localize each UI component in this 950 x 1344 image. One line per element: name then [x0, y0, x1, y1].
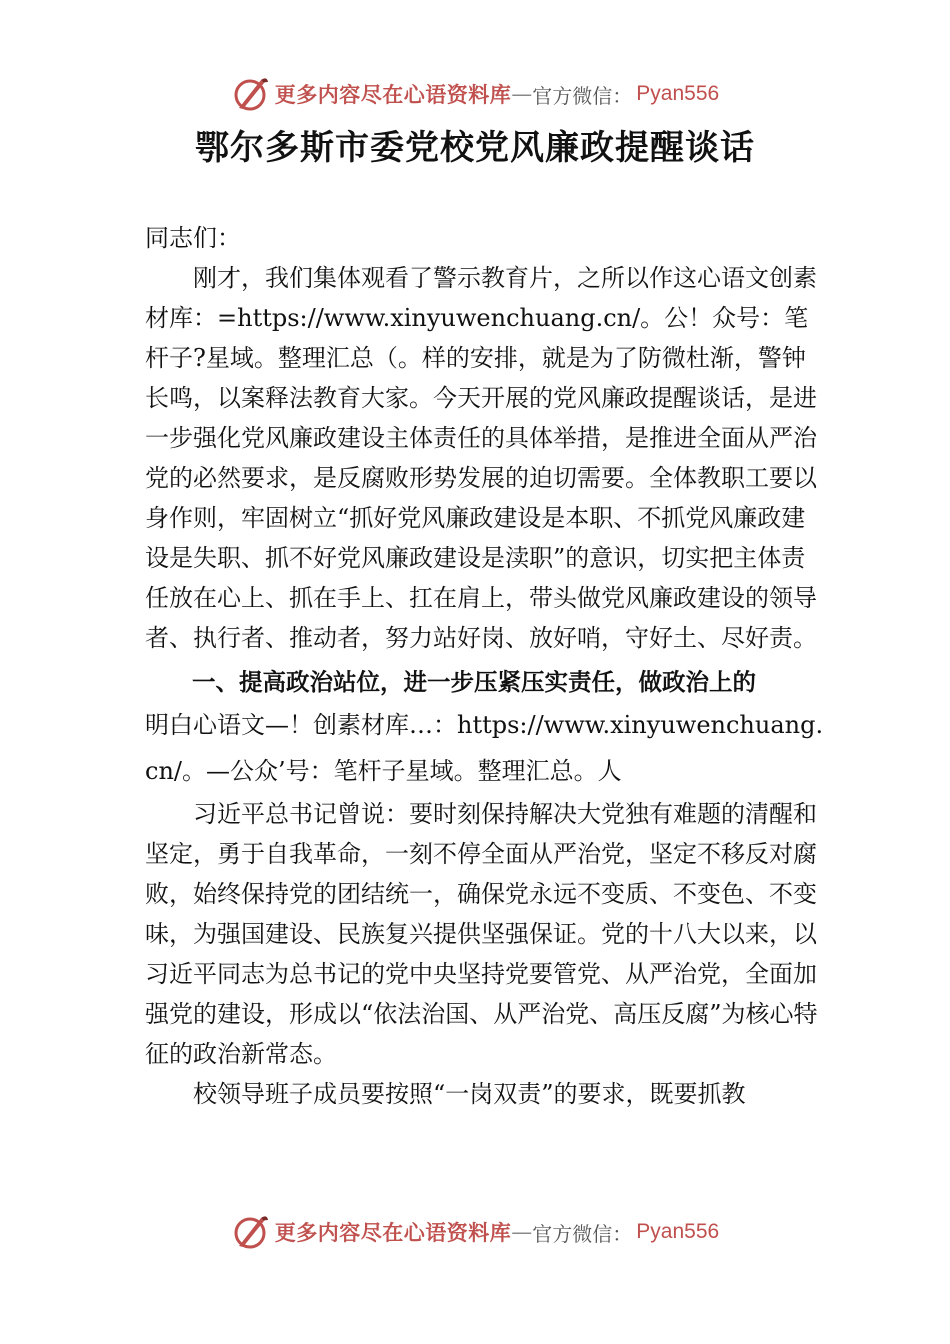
banner-wechat-label: 官方微信：: [532, 1221, 633, 1246]
paragraph: 习近平总书记曾说：要时刻保持解决大党独有难题的清醒和坚定，勇于自我革命，一刻不停全面从严治党，坚定不移反对腐败，始终保持党的团结统一，确保党永远不变质、不变色、不变味，为强国建设、民族复兴提供坚强保证。党的十八大以来，以习近平同志为总书记的党中央坚持党要管党、从严治党，全面加强党的建设，形成以“依法治国、从严治党、高压反腐”为核心特征的政治新常态。: [145, 800, 818, 1068]
section-heading: 一、提高政治站位，进一步压紧压实责任，做政治上的: [192, 668, 756, 696]
banner-separator: —: [511, 82, 533, 106]
quill-logo-icon: [231, 74, 271, 114]
document-body: [145, 218, 825, 1114]
banner-wechat-handle: Pyan556: [636, 82, 720, 105]
document-title: 鄂尔多斯市委党校党风廉政提醒谈话: [195, 128, 755, 168]
footer-banner: [0, 1210, 950, 1254]
quill-logo-icon: [231, 1212, 271, 1252]
paragraph: 校领导班子成员要按照“一岗双责”的要求，既要抓教: [193, 1080, 746, 1108]
banner-brand-text: 更多内容尽在心语资料库: [274, 1220, 512, 1245]
banner-wechat-handle: Pyan556: [636, 1220, 720, 1243]
salutation: 同志们：: [145, 224, 241, 252]
section-heading-continuation: 明白心语文—！创素材库…：https://www.xinyuwenchuang.cn/。—公众’号：笔杆子星域。整理汇总。人: [145, 711, 824, 785]
paragraph: 刚才，我们集体观看了警示教育片，之所以作这心语文创素材库：=https://www.xinyuwenchuang.cn/。公！众号：笔杆子?星域。整理汇总（。样的安排，就是为了防微杜渐，警钟长鸣，以案释法教育大家。今天开展的党风廉政提醒谈话，是进一步强化党风廉政建设主体责任的具体举措，是推进全面从严治党的必然要求，是反腐败形势发展的迫切需要。全体教职工要以身作则，牢固树立“抓好党风廉政建设是本职、不抓党风廉政建设是失职、抓不好党风廉政建设是渎职”的意识，切实把主体责任放在心上、抓在手上、扛在肩上，带头做党风廉政建设的领导者、执行者、推动者，努力站好岗、放好哨，守好土、尽好责。: [145, 264, 817, 652]
banner-brand-text: 更多内容尽在心语资料库: [274, 82, 512, 107]
header-banner: [0, 72, 950, 116]
banner-separator: —: [511, 1220, 533, 1244]
banner-wechat-label: 官方微信：: [532, 83, 633, 108]
